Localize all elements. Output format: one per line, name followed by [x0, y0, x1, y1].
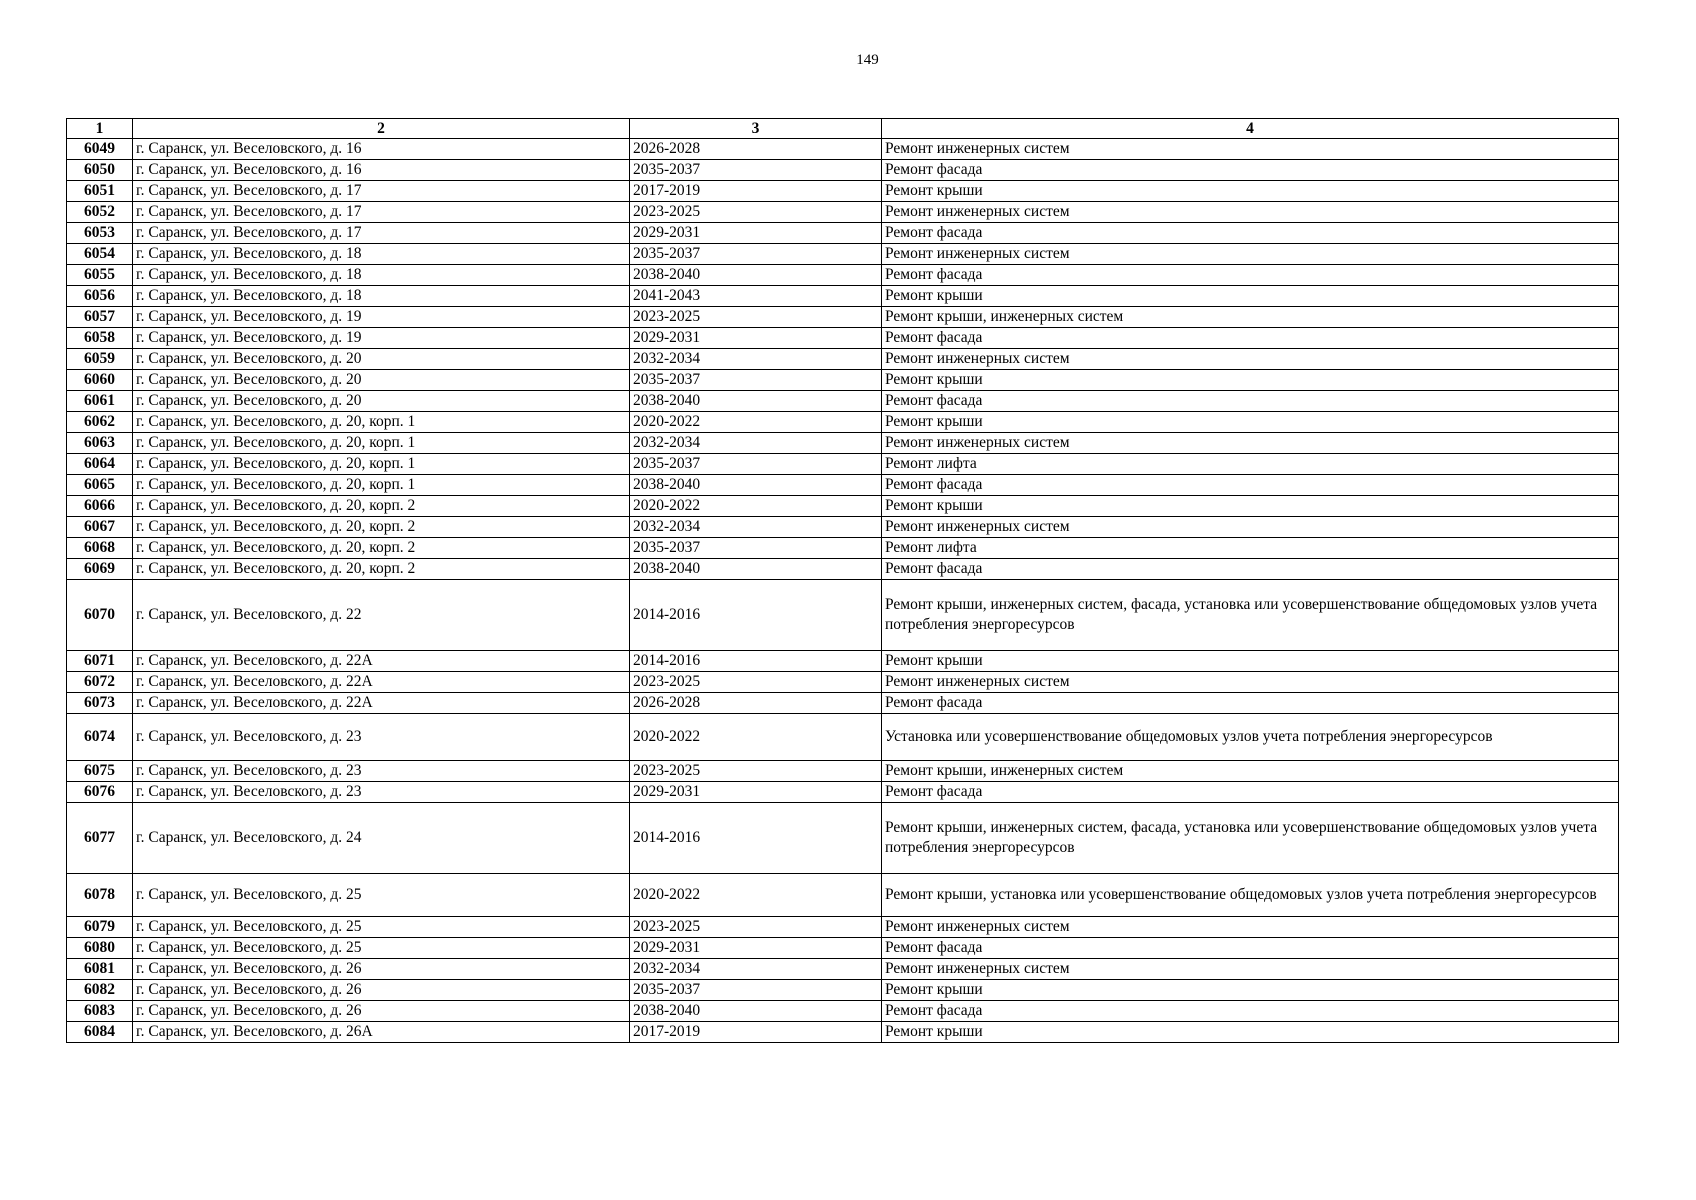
row-work-type: Ремонт фасада [882, 265, 1619, 286]
row-address: г. Саранск, ул. Веселовского, д. 18 [133, 244, 630, 265]
repair-schedule-table [66, 118, 1619, 1043]
column-header: 1 [67, 119, 133, 139]
row-period: 2035-2037 [630, 454, 882, 475]
row-number: 6060 [67, 370, 133, 391]
row-address: г. Саранск, ул. Веселовского, д. 16 [133, 160, 630, 181]
row-period: 2023-2025 [630, 307, 882, 328]
row-address: г. Саранск, ул. Веселовского, д. 20, корп. 1 [133, 433, 630, 454]
row-number: 6063 [67, 433, 133, 454]
table-row [67, 917, 1619, 938]
row-address: г. Саранск, ул. Веселовского, д. 20, корп. 2 [133, 538, 630, 559]
row-work-type: Ремонт крыши, установка или усовершенствование общедомовых узлов учета потребления энергоресурсов [882, 874, 1619, 917]
row-number: 6078 [67, 874, 133, 917]
table-row [67, 139, 1619, 160]
row-period: 2029-2031 [630, 328, 882, 349]
row-period: 2017-2019 [630, 181, 882, 202]
row-address: г. Саранск, ул. Веселовского, д. 20, корп. 1 [133, 412, 630, 433]
row-number: 6073 [67, 693, 133, 714]
row-address: г. Саранск, ул. Веселовского, д. 17 [133, 202, 630, 223]
row-period: 2035-2037 [630, 980, 882, 1001]
row-period: 2038-2040 [630, 391, 882, 412]
row-work-type: Ремонт крыши [882, 286, 1619, 307]
row-work-type: Ремонт крыши, инженерных систем, фасада, установка или усовершенствование общедомовых узлов учета потребления энергоресурсов [882, 803, 1619, 874]
row-period: 2023-2025 [630, 202, 882, 223]
table-row [67, 244, 1619, 265]
row-address: г. Саранск, ул. Веселовского, д. 22А [133, 672, 630, 693]
row-period: 2035-2037 [630, 160, 882, 181]
row-address: г. Саранск, ул. Веселовского, д. 19 [133, 328, 630, 349]
row-number: 6062 [67, 412, 133, 433]
row-period: 2035-2037 [630, 538, 882, 559]
row-address: г. Саранск, ул. Веселовского, д. 17 [133, 181, 630, 202]
table-row [67, 349, 1619, 370]
row-work-type: Ремонт крыши [882, 370, 1619, 391]
table-row [67, 265, 1619, 286]
row-number: 6068 [67, 538, 133, 559]
row-address: г. Саранск, ул. Веселовского, д. 25 [133, 874, 630, 917]
table-row [67, 782, 1619, 803]
row-period: 2029-2031 [630, 782, 882, 803]
row-number: 6050 [67, 160, 133, 181]
row-address: г. Саранск, ул. Веселовского, д. 20 [133, 349, 630, 370]
row-work-type: Ремонт лифта [882, 538, 1619, 559]
table-row [67, 538, 1619, 559]
table-row [67, 181, 1619, 202]
table-row [67, 517, 1619, 538]
row-period: 2029-2031 [630, 938, 882, 959]
row-period: 2026-2028 [630, 139, 882, 160]
row-number: 6054 [67, 244, 133, 265]
row-period: 2032-2034 [630, 959, 882, 980]
table-row [67, 693, 1619, 714]
table-row [67, 307, 1619, 328]
row-work-type: Ремонт фасада [882, 559, 1619, 580]
row-address: г. Саранск, ул. Веселовского, д. 22 [133, 580, 630, 651]
row-period: 2038-2040 [630, 265, 882, 286]
table-row [67, 454, 1619, 475]
row-address: г. Саранск, ул. Веселовского, д. 26А [133, 1022, 630, 1043]
table-row [67, 580, 1619, 651]
row-work-type: Установка или усовершенствование общедомовых узлов учета потребления энергоресурсов [882, 714, 1619, 761]
row-work-type: Ремонт фасада [882, 160, 1619, 181]
row-number: 6066 [67, 496, 133, 517]
row-work-type: Ремонт крыши, инженерных систем, фасада, установка или усовершенствование общедомовых узлов учета потребления энергоресурсов [882, 580, 1619, 651]
row-period: 2035-2037 [630, 244, 882, 265]
row-address: г. Саранск, ул. Веселовского, д. 20, корп. 2 [133, 517, 630, 538]
row-work-type: Ремонт крыши [882, 181, 1619, 202]
row-number: 6079 [67, 917, 133, 938]
row-period: 2038-2040 [630, 1001, 882, 1022]
row-period: 2032-2034 [630, 433, 882, 454]
row-period: 2014-2016 [630, 580, 882, 651]
table-row [67, 938, 1619, 959]
row-work-type: Ремонт крыши [882, 980, 1619, 1001]
row-address: г. Саранск, ул. Веселовского, д. 17 [133, 223, 630, 244]
table-row [67, 672, 1619, 693]
row-address: г. Саранск, ул. Веселовского, д. 26 [133, 959, 630, 980]
row-work-type: Ремонт крыши, инженерных систем [882, 761, 1619, 782]
row-work-type: Ремонт фасада [882, 475, 1619, 496]
row-work-type: Ремонт крыши, инженерных систем [882, 307, 1619, 328]
table-row [67, 223, 1619, 244]
row-number: 6057 [67, 307, 133, 328]
column-header: 3 [630, 119, 882, 139]
row-period: 2014-2016 [630, 651, 882, 672]
row-work-type: Ремонт фасада [882, 938, 1619, 959]
row-number: 6077 [67, 803, 133, 874]
row-period: 2020-2022 [630, 714, 882, 761]
row-period: 2023-2025 [630, 761, 882, 782]
row-number: 6083 [67, 1001, 133, 1022]
row-work-type: Ремонт фасада [882, 1001, 1619, 1022]
table-row [67, 980, 1619, 1001]
table-row [67, 286, 1619, 307]
row-work-type: Ремонт крыши [882, 651, 1619, 672]
row-address: г. Саранск, ул. Веселовского, д. 20, корп. 2 [133, 559, 630, 580]
row-work-type: Ремонт фасада [882, 223, 1619, 244]
table-row [67, 202, 1619, 223]
row-number: 6049 [67, 139, 133, 160]
row-address: г. Саранск, ул. Веселовского, д. 20 [133, 391, 630, 412]
row-period: 2017-2019 [630, 1022, 882, 1043]
table-row [67, 761, 1619, 782]
row-work-type: Ремонт инженерных систем [882, 139, 1619, 160]
row-address: г. Саранск, ул. Веселовского, д. 23 [133, 714, 630, 761]
row-address: г. Саранск, ул. Веселовского, д. 24 [133, 803, 630, 874]
row-number: 6067 [67, 517, 133, 538]
row-work-type: Ремонт крыши [882, 1022, 1619, 1043]
column-header: 4 [882, 119, 1619, 139]
row-period: 2014-2016 [630, 803, 882, 874]
row-number: 6081 [67, 959, 133, 980]
table-row [67, 1022, 1619, 1043]
row-work-type: Ремонт инженерных систем [882, 517, 1619, 538]
row-number: 6052 [67, 202, 133, 223]
row-period: 2026-2028 [630, 693, 882, 714]
row-work-type: Ремонт инженерных систем [882, 244, 1619, 265]
row-work-type: Ремонт лифта [882, 454, 1619, 475]
row-period: 2029-2031 [630, 223, 882, 244]
page-number: 149 [856, 52, 879, 68]
row-period: 2038-2040 [630, 475, 882, 496]
table-row [67, 160, 1619, 181]
table-row [67, 651, 1619, 672]
table-row [67, 874, 1619, 917]
row-number: 6065 [67, 475, 133, 496]
row-address: г. Саранск, ул. Веселовского, д. 23 [133, 761, 630, 782]
row-period: 2035-2037 [630, 370, 882, 391]
table-row [67, 559, 1619, 580]
table-row [67, 412, 1619, 433]
row-number: 6064 [67, 454, 133, 475]
table-row [67, 803, 1619, 874]
row-period: 2023-2025 [630, 672, 882, 693]
row-address: г. Саранск, ул. Веселовского, д. 18 [133, 286, 630, 307]
row-number: 6084 [67, 1022, 133, 1043]
row-work-type: Ремонт инженерных систем [882, 672, 1619, 693]
row-number: 6076 [67, 782, 133, 803]
row-address: г. Саранск, ул. Веселовского, д. 26 [133, 1001, 630, 1022]
row-work-type: Ремонт инженерных систем [882, 202, 1619, 223]
table-row [67, 391, 1619, 412]
row-period: 2032-2034 [630, 517, 882, 538]
row-work-type: Ремонт крыши [882, 496, 1619, 517]
row-period: 2032-2034 [630, 349, 882, 370]
row-number: 6071 [67, 651, 133, 672]
row-address: г. Саранск, ул. Веселовского, д. 23 [133, 782, 630, 803]
row-number: 6069 [67, 559, 133, 580]
row-number: 6075 [67, 761, 133, 782]
row-number: 6082 [67, 980, 133, 1001]
table-row [67, 328, 1619, 349]
row-work-type: Ремонт фасада [882, 693, 1619, 714]
row-address: г. Саранск, ул. Веселовского, д. 20, корп. 1 [133, 475, 630, 496]
row-address: г. Саранск, ул. Веселовского, д. 22А [133, 651, 630, 672]
row-address: г. Саранск, ул. Веселовского, д. 20 [133, 370, 630, 391]
row-work-type: Ремонт инженерных систем [882, 959, 1619, 980]
row-number: 6061 [67, 391, 133, 412]
row-work-type: Ремонт фасада [882, 391, 1619, 412]
table-header-row [67, 119, 1619, 139]
row-work-type: Ремонт крыши [882, 412, 1619, 433]
row-period: 2020-2022 [630, 412, 882, 433]
row-number: 6080 [67, 938, 133, 959]
row-address: г. Саранск, ул. Веселовского, д. 20, корп. 2 [133, 496, 630, 517]
table-row [67, 959, 1619, 980]
row-number: 6055 [67, 265, 133, 286]
row-number: 6051 [67, 181, 133, 202]
row-address: г. Саранск, ул. Веселовского, д. 22А [133, 693, 630, 714]
row-address: г. Саранск, ул. Веселовского, д. 26 [133, 980, 630, 1001]
row-period: 2023-2025 [630, 917, 882, 938]
table-row [67, 475, 1619, 496]
row-address: г. Саранск, ул. Веселовского, д. 20, корп. 1 [133, 454, 630, 475]
table-row [67, 496, 1619, 517]
table-row [67, 1001, 1619, 1022]
row-address: г. Саранск, ул. Веселовского, д. 16 [133, 139, 630, 160]
row-number: 6074 [67, 714, 133, 761]
row-number: 6053 [67, 223, 133, 244]
row-work-type: Ремонт фасада [882, 328, 1619, 349]
column-header: 2 [133, 119, 630, 139]
row-number: 6070 [67, 580, 133, 651]
table-row [67, 370, 1619, 391]
row-number: 6056 [67, 286, 133, 307]
row-period: 2020-2022 [630, 496, 882, 517]
row-address: г. Саранск, ул. Веселовского, д. 19 [133, 307, 630, 328]
row-period: 2020-2022 [630, 874, 882, 917]
row-period: 2041-2043 [630, 286, 882, 307]
table-body [67, 139, 1619, 1043]
row-work-type: Ремонт фасада [882, 782, 1619, 803]
row-number: 6072 [67, 672, 133, 693]
row-work-type: Ремонт инженерных систем [882, 349, 1619, 370]
row-number: 6058 [67, 328, 133, 349]
table-row [67, 714, 1619, 761]
row-period: 2038-2040 [630, 559, 882, 580]
row-address: г. Саранск, ул. Веселовского, д. 18 [133, 265, 630, 286]
table-row [67, 433, 1619, 454]
row-address: г. Саранск, ул. Веселовского, д. 25 [133, 917, 630, 938]
row-address: г. Саранск, ул. Веселовского, д. 25 [133, 938, 630, 959]
row-work-type: Ремонт инженерных систем [882, 917, 1619, 938]
row-number: 6059 [67, 349, 133, 370]
row-work-type: Ремонт инженерных систем [882, 433, 1619, 454]
